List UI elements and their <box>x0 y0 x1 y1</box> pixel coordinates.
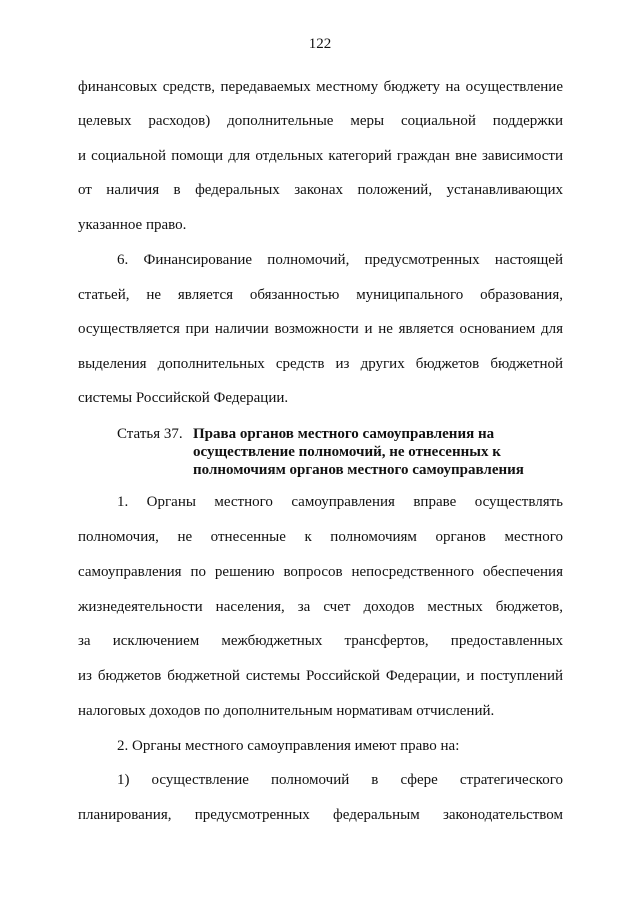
paragraph-line: самоуправления по решению вопросов непосредственного обеспечения <box>78 564 563 580</box>
article-title-line: полномочиям органов местного самоуправления <box>193 462 524 478</box>
paragraph-line: и социальной помощи для отдельных категорий граждан вне зависимости <box>78 148 563 164</box>
paragraph-line: выделения дополнительных средств из других бюджетов бюджетной <box>78 356 563 372</box>
paragraph-line: за исключением межбюджетных трансфертов, предоставленных <box>78 633 563 649</box>
paragraph-line: финансовых средств, передаваемых местному бюджету на осуществление <box>78 79 563 95</box>
paragraph-line: планирования, предусмотренных федеральным законодательством <box>78 807 563 823</box>
paragraph-line: 6. Финансирование полномочий, предусмотренных настоящей <box>117 252 563 268</box>
article-title-line: Права органов местного самоуправления на <box>193 426 495 442</box>
page-number: 122 <box>308 36 332 52</box>
paragraph-line: целевых расходов) дополнительные меры социальной поддержки <box>78 113 563 129</box>
paragraph-line: указанное право. <box>78 217 187 233</box>
paragraph-line: 1. Органы местного самоуправления вправе осуществлять <box>117 494 563 510</box>
paragraph-line: из бюджетов бюджетной системы Российской Федерации, и поступлений <box>78 668 563 684</box>
paragraph-line: налоговых доходов по дополнительным нормативам отчислений. <box>78 703 495 719</box>
paragraph-line: статьей, не является обязанностью муниципального образования, <box>78 287 563 303</box>
article-label: Статья 37. <box>117 426 183 442</box>
article-title <box>193 425 524 479</box>
paragraph-line: 1) осуществление полномочий в сфере стратегического <box>117 772 563 788</box>
paragraph-line: 2. Органы местного самоуправления имеют право на: <box>117 738 460 754</box>
paragraph-line: от наличия в федеральных законах положений, устанавливающих <box>78 182 563 198</box>
paragraph-line: системы Российской Федерации. <box>78 390 289 406</box>
paragraph-line: осуществляется при наличии возможности и не является основанием для <box>78 321 563 337</box>
article-title-line: осуществление полномочий, не отнесенных к <box>193 444 501 460</box>
paragraph-line: полномочия, не отнесенные к полномочиям органов местного <box>78 529 563 545</box>
paragraph-line: жизнедеятельности населения, за счет доходов местных бюджетов, <box>78 599 563 615</box>
